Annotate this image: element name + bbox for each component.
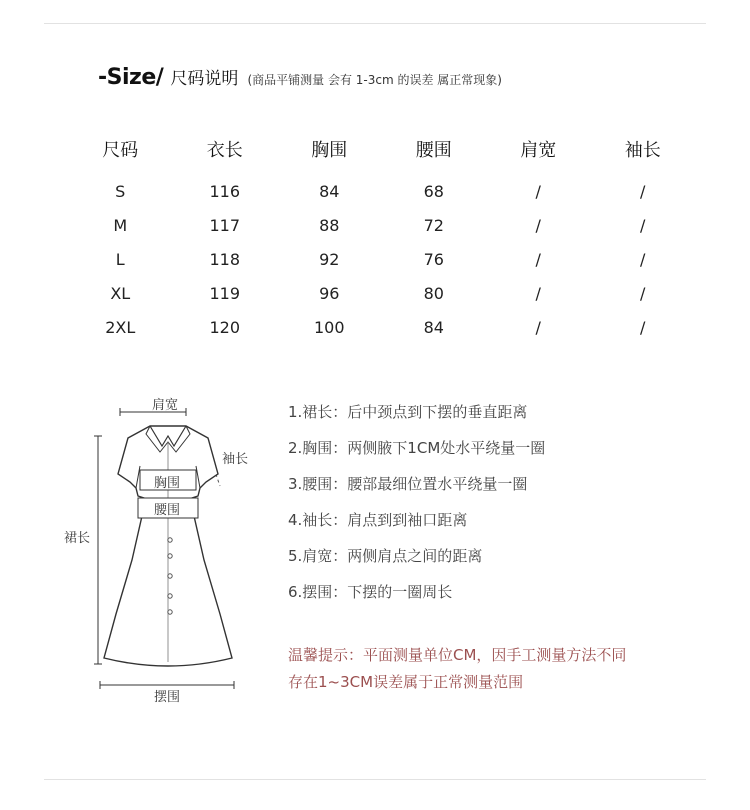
header-cell: 尺码 <box>102 140 139 161</box>
header-cell: 腰围 <box>415 140 452 161</box>
table-row <box>68 174 708 208</box>
chest-label: 胸围 <box>154 476 181 491</box>
table-cell: / <box>535 215 541 235</box>
table-cell: 2XL <box>105 317 136 337</box>
definition-item: 2.胸围：两侧腋下1CM处水平绕量一圈 <box>288 439 546 457</box>
dress-sketch <box>58 390 268 710</box>
definition-item: 6.摆围：下摆的一圈周长 <box>288 583 453 601</box>
heading-title: 尺码说明 <box>170 69 239 89</box>
table-cell: 84 <box>423 317 444 337</box>
dress-measurement-diagram <box>58 390 268 710</box>
table-cell: 92 <box>319 249 340 269</box>
heading-note: (商品平铺测量 会有 1-3cm 的误差 属正常现象) <box>247 73 502 87</box>
table-cell: / <box>535 249 541 269</box>
table-cell: XL <box>110 283 131 303</box>
header-cell: 肩宽 <box>520 140 557 161</box>
length-label: 裙长 <box>64 531 91 546</box>
table-cell: 119 <box>209 283 241 303</box>
top-divider <box>44 23 706 24</box>
hem-label: 摆围 <box>154 690 181 705</box>
table-cell: 84 <box>319 181 340 201</box>
table-cell: 68 <box>423 181 444 201</box>
table-cell: 100 <box>313 317 345 337</box>
table-cell: / <box>640 215 646 235</box>
tip-line-2: 存在1~3CM误差属于正常测量范围 <box>288 673 524 691</box>
size-table <box>68 132 708 344</box>
header-cell: 袖长 <box>624 140 661 161</box>
table-row <box>68 242 708 276</box>
table-cell: 116 <box>209 181 241 201</box>
table-cell: 80 <box>423 283 444 303</box>
tip-line-1: 温馨提示：平面测量单位CM，因手工测量方法不同 <box>288 646 627 664</box>
table-cell: / <box>640 181 646 201</box>
table-cell: / <box>535 317 541 337</box>
sleeve-label: 袖长 <box>222 452 249 467</box>
table-cell: / <box>640 283 646 303</box>
definition-item: 1.裙长：后中颈点到下摆的垂直距离 <box>288 403 528 421</box>
table-cell: L <box>115 249 125 269</box>
table-cell: 72 <box>423 215 444 235</box>
table-row <box>68 208 708 242</box>
table-header-row <box>68 132 708 166</box>
table-cell: 118 <box>209 249 241 269</box>
table-row <box>68 276 708 310</box>
table-row <box>68 310 708 344</box>
table-cell: 96 <box>319 283 340 303</box>
size-label: -Size/ <box>98 65 164 90</box>
table-cell: 88 <box>319 215 340 235</box>
section-heading <box>98 64 502 90</box>
table-cell: 76 <box>423 249 444 269</box>
table-cell: / <box>535 283 541 303</box>
table-cell: 120 <box>209 317 241 337</box>
definition-item: 3.腰围：腰部最细位置水平绕量一圈 <box>288 475 528 493</box>
table-cell: / <box>640 317 646 337</box>
bottom-divider <box>44 779 706 780</box>
measurement-definitions <box>288 400 545 616</box>
shoulder-label: 肩宽 <box>152 398 179 413</box>
definition-item: 4.袖长：肩点到到袖口距离 <box>288 511 468 529</box>
table-cell: S <box>115 181 126 201</box>
waist-label: 腰围 <box>154 503 181 518</box>
measurement-tip <box>288 642 688 696</box>
table-cell: / <box>535 181 541 201</box>
header-cell: 衣长 <box>206 140 243 161</box>
definition-item: 5.肩宽：两侧肩点之间的距离 <box>288 547 483 565</box>
table-cell: 117 <box>209 215 241 235</box>
table-cell: M <box>113 215 128 235</box>
header-cell: 胸围 <box>311 140 348 161</box>
table-cell: / <box>640 249 646 269</box>
